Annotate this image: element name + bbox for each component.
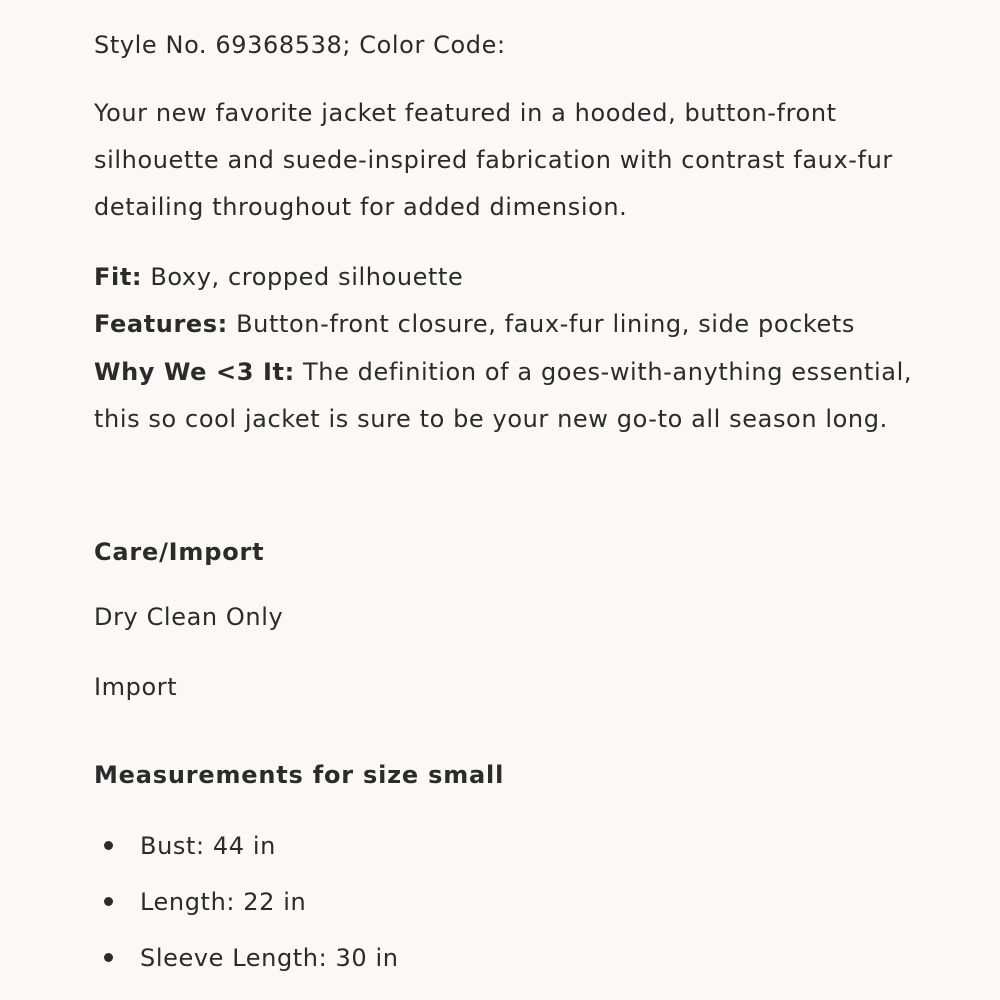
style-number: Style No. 69368538; Color Code: (94, 31, 506, 59)
care-item: Dry Clean Only (94, 603, 284, 631)
why-value: The definition of a goes-with-anything essential, this so cool jacket is sure to be your new go-to all season long. (94, 358, 913, 433)
care-import-heading: Care/Import (94, 538, 265, 566)
fit-value: Boxy, cropped silhouette (142, 263, 464, 291)
care-item: Import (94, 673, 178, 701)
fit-label: Fit: (94, 263, 143, 291)
measurement-sleeve-length: Sleeve Length: 30 in (140, 944, 399, 972)
list-item (94, 882, 399, 938)
list-item (94, 826, 399, 882)
why-we-love-it-row (94, 349, 914, 443)
bullet-icon (104, 841, 113, 850)
measurement-bust: Bust: 44 in (140, 832, 276, 860)
why-label: Why We <3 It: (94, 358, 295, 386)
features-row (94, 309, 855, 339)
bullet-icon (104, 897, 113, 906)
bullet-icon (104, 953, 113, 962)
features-value: Button-front closure, faux-fur lining, side pockets (227, 310, 856, 338)
features-label: Features: (94, 310, 228, 338)
fit-row (94, 262, 463, 292)
measurements-heading: Measurements for size small (94, 761, 505, 789)
measurements-list (94, 826, 399, 994)
product-description: Your new favorite jacket featured in a hooded, button-front silhouette and suede-inspired fabrication with contrast faux-fur detailing throughout for added dimension. (94, 99, 893, 221)
measurement-length: Length: 22 in (140, 888, 307, 916)
list-item (94, 938, 399, 994)
